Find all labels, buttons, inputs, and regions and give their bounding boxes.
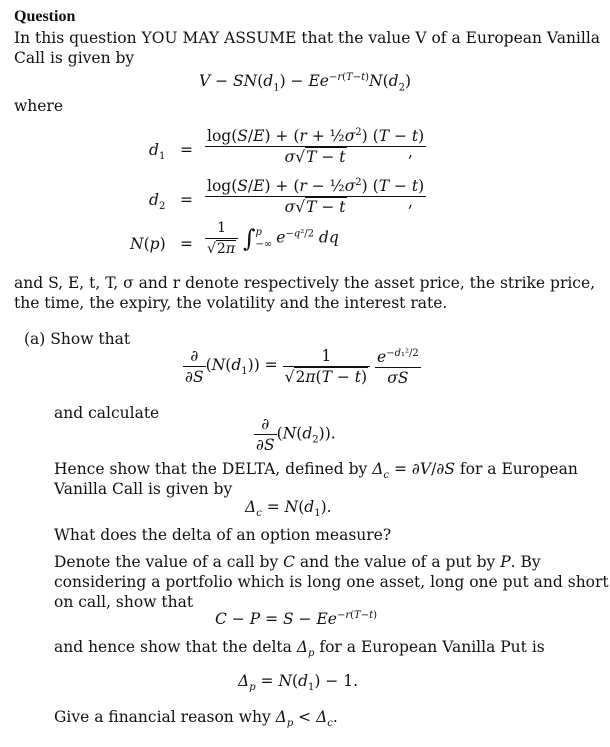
desc-line-1: and S, E, t, T, σ and r denote respectively the asset price, the strike price, [14,274,596,292]
np-rhs: $\frac{1}{√2\pi}$ ∫ p −∞ $e^{-q^2/2}$ dq [207,220,339,257]
denote-line-3: on call, show that [54,593,194,611]
value-equation: $V - SN(d_1) - Ee^{-r(T-t)}N(d_2)$ [198,72,412,94]
np-label: N(p) [130,235,166,253]
hence-delta-line-1: Hence show that the DELTA, defined by $\Delta_c = \partial V/\partial S$ for a European [54,460,578,482]
d1-label: $d_1$ [149,141,166,163]
hence-delta-line-2: Vanilla Call is given by [54,480,233,498]
intro-line-1: In this question YOU MAY ASSUME that the value V of a European Vanilla [14,29,601,47]
where-text: where [14,97,64,115]
d2-fraction: $\frac{\log(S/E) + (r - \frac{1}{2}\sigma^2) (T - t)}{\sigma√T - t}$ [207,177,425,217]
d1-fraction: $\frac{\log(S/E) + (r + \frac{1}{2}\sigma^2) (T - t)}{\sigma√T - t}$ [207,127,425,167]
denote-line-2: considering a portfolio which is long one asset, long one put and short [54,573,609,591]
d2-equals: = [180,191,193,209]
d2-label: $d_2$ [149,191,166,213]
what-delta-question: What does the delta of an option measure? [54,526,392,544]
intro-line-2: Call is given by [14,49,135,67]
financial-reason-question: Give a financial reason why $\Delta_p < \Delta_c$. [54,708,338,730]
hence-put-line: and hence show that the delta $\Delta_p$ for a European Vanilla Put is [54,638,545,660]
question-heading: Question [14,8,76,25]
delta-put-equation: $\Delta_p = N(d_1) - 1$. [238,672,359,694]
d2-comma: , [408,193,413,211]
part-a-eq1: $\frac{\partial}{\partial S}$ $(N(d_1))$ = $\frac{1}{√2\pi(T - t)}$ $\frac{e^{-d_1^2/2}}{\sigma S}$ [185,346,419,388]
delta-call-equation: $\Delta_c = N(d_1)$. [245,498,332,520]
put-call-parity-equation: $C - P = S - Ee^{-r(T-t)}$ [215,610,378,629]
desc-line-2: the time, the expiry, the volatility and the interest rate. [14,294,448,312]
d1-equals: = [180,141,193,159]
denote-line-1: Denote the value of a call by C and the value of a put by P. By [54,553,541,571]
np-equals: = [180,235,193,253]
part-a-eq2: $\frac{\partial}{\partial S}$ $(N(d_2))$. [256,415,336,454]
d1-comma: , [408,143,413,161]
part-a-label: (a) Show that [24,330,131,348]
and-calculate: and calculate [54,404,160,422]
